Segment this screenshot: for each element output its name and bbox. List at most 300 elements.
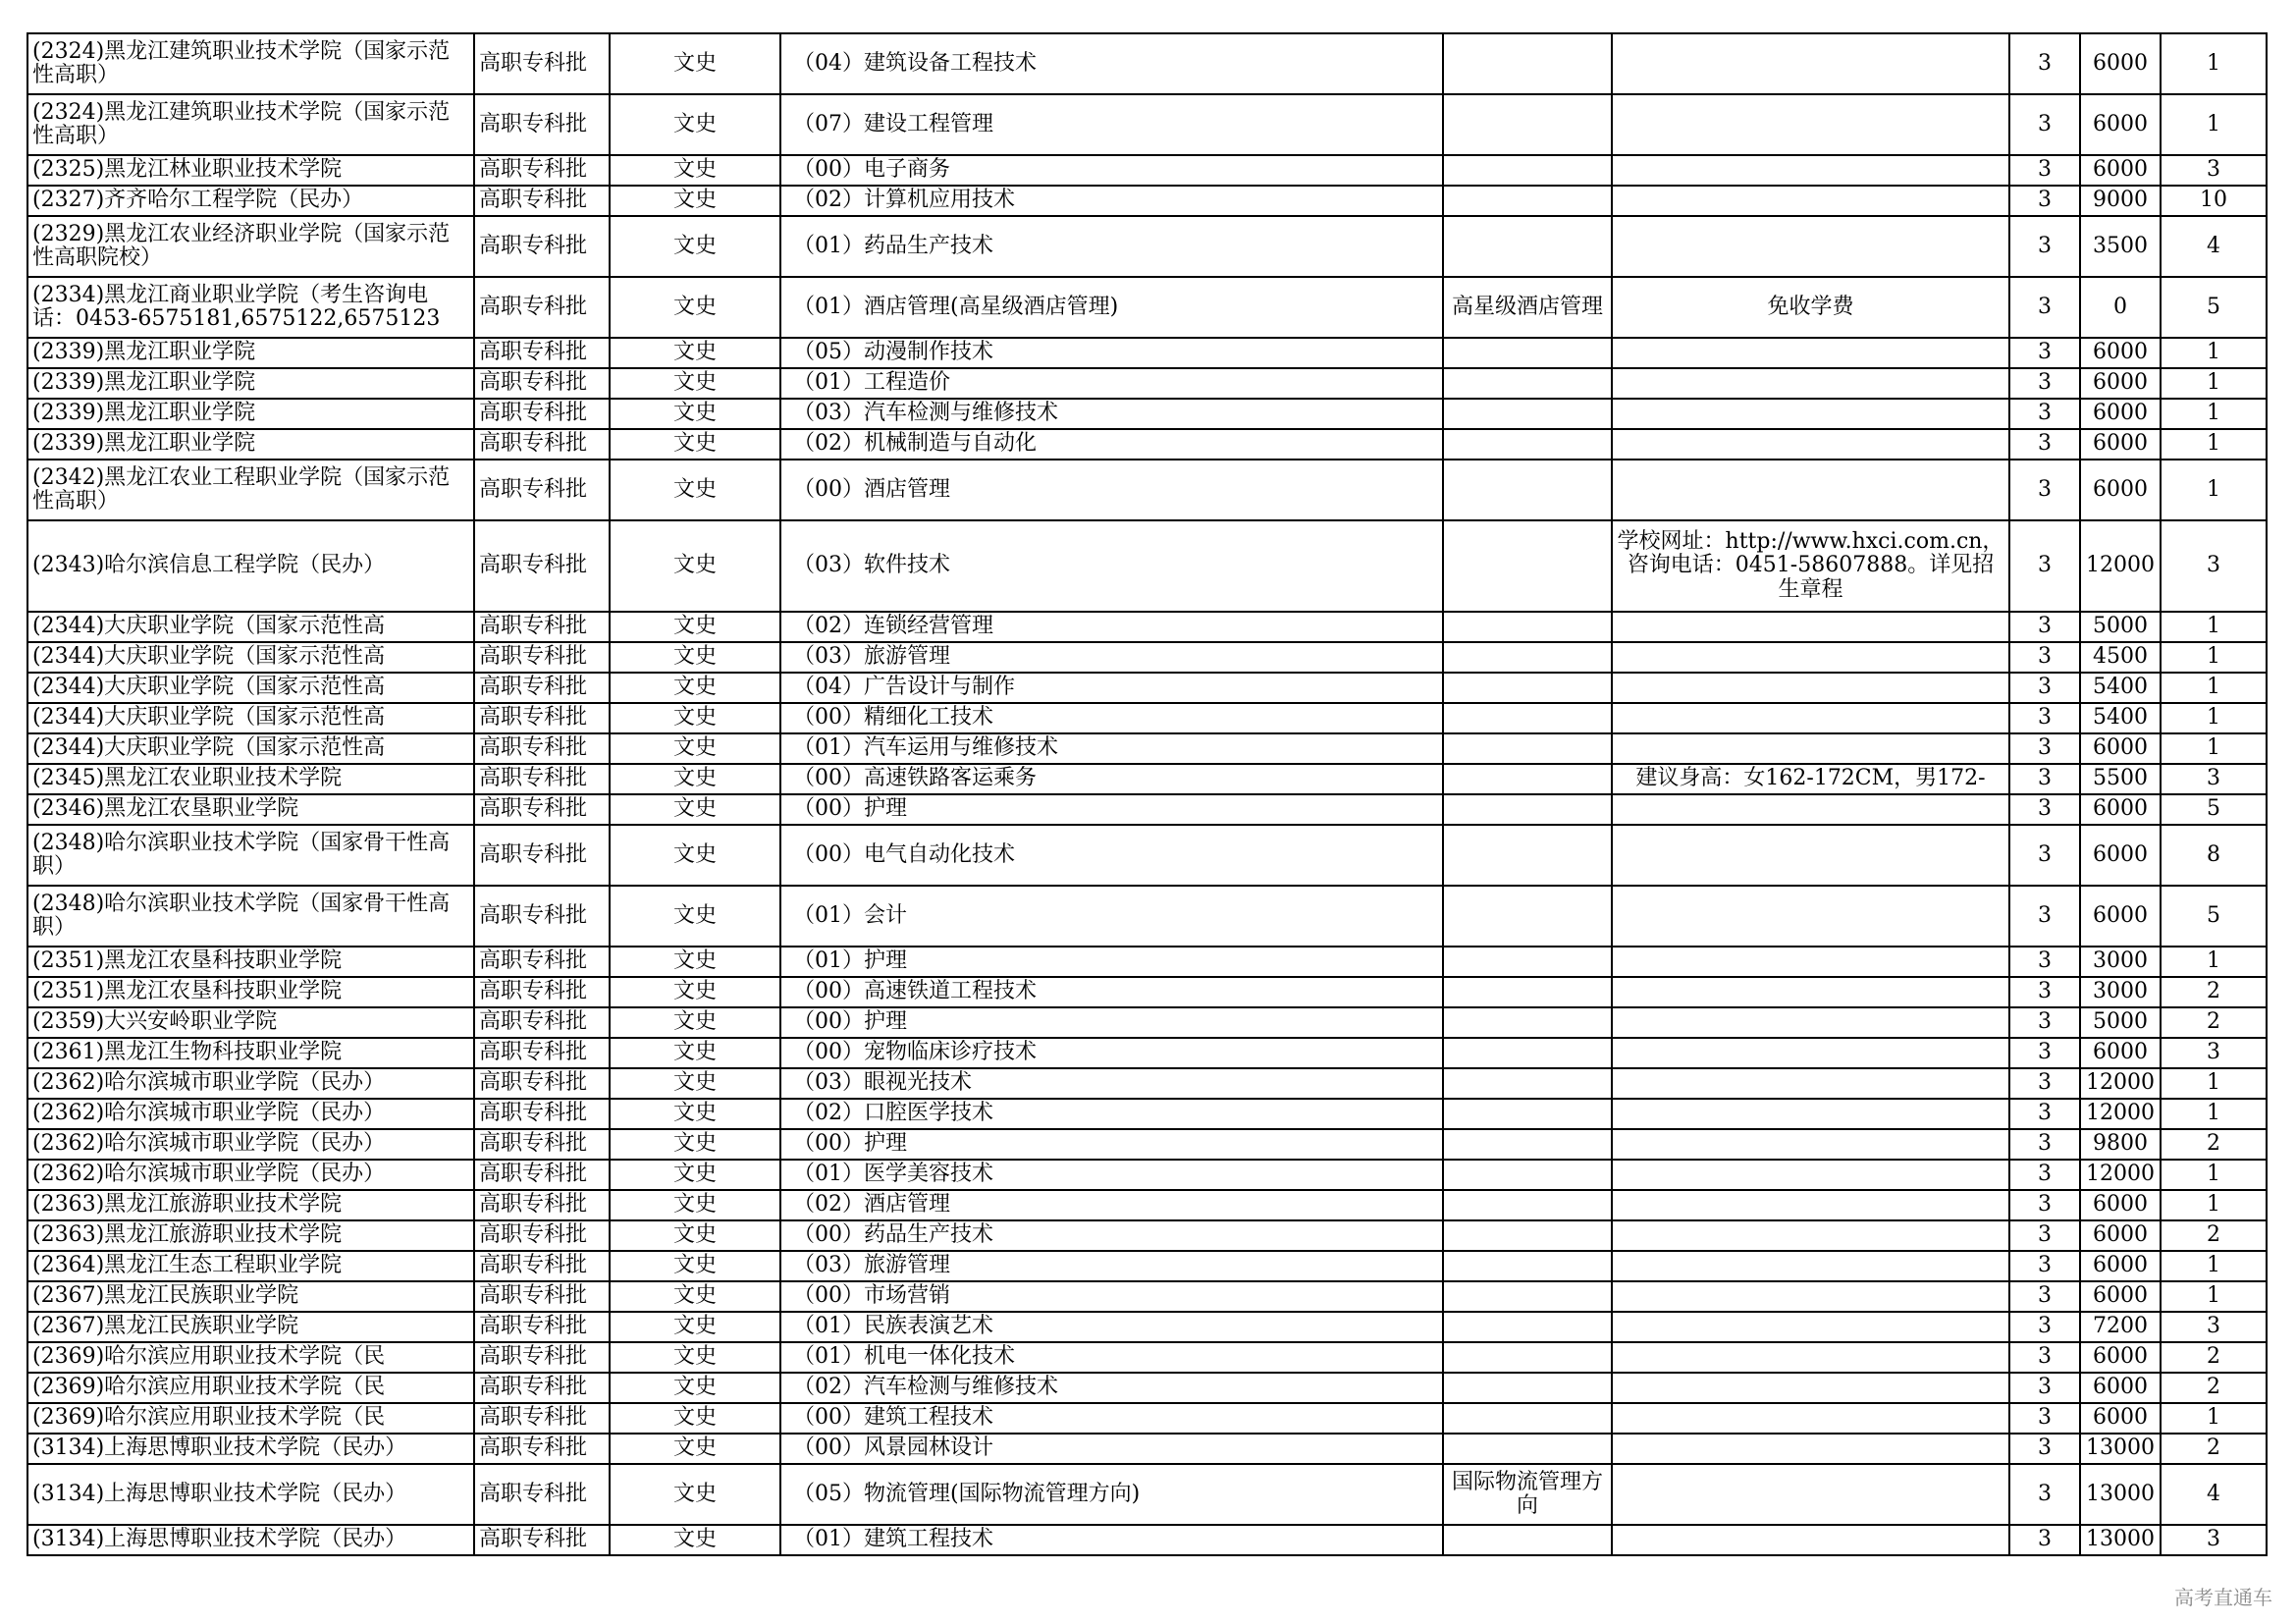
note-cell <box>1612 186 2009 216</box>
fee-cell: 6000 <box>2080 1403 2161 1434</box>
table-row <box>27 1281 2267 1312</box>
subject-cell: 文史 <box>610 277 780 338</box>
direction-cell <box>1443 1312 1612 1342</box>
plan-cell: 1 <box>2161 460 2267 520</box>
table-row <box>27 1312 2267 1342</box>
school-cell: (2339)黑龙江职业学院 <box>27 399 474 429</box>
years-cell: 3 <box>2009 977 2080 1007</box>
fee-cell: 6000 <box>2080 1038 2161 1068</box>
batch-cell: 高职专科批 <box>474 703 610 733</box>
table-row <box>27 825 2267 886</box>
school-cell: (2343)哈尔滨信息工程学院（民办） <box>27 520 474 612</box>
batch-cell: 高职专科批 <box>474 886 610 947</box>
years-cell: 3 <box>2009 155 2080 186</box>
school-cell: (2342)黑龙江农业工程职业学院（国家示范性高职） <box>27 460 474 520</box>
batch-cell: 高职专科批 <box>474 338 610 368</box>
table-row <box>27 186 2267 216</box>
table-row <box>27 1342 2267 1373</box>
school-cell: (2367)黑龙江民族职业学院 <box>27 1281 474 1312</box>
batch-cell: 高职专科批 <box>474 1312 610 1342</box>
batch-cell: 高职专科批 <box>474 277 610 338</box>
direction-cell <box>1443 216 1612 277</box>
note-cell: 免收学费 <box>1612 277 2009 338</box>
school-cell: (2363)黑龙江旅游职业技术学院 <box>27 1190 474 1220</box>
batch-cell: 高职专科批 <box>474 1342 610 1373</box>
school-cell: (2344)大庆职业学院（国家示范性高 <box>27 642 474 673</box>
fee-cell: 9800 <box>2080 1129 2161 1160</box>
plan-cell: 2 <box>2161 1373 2267 1403</box>
table-row <box>27 1160 2267 1190</box>
fee-cell: 6000 <box>2080 1373 2161 1403</box>
direction-cell <box>1443 1342 1612 1373</box>
table-row <box>27 977 2267 1007</box>
batch-cell: 高职专科批 <box>474 1007 610 1038</box>
table-row <box>27 1038 2267 1068</box>
fee-cell: 12000 <box>2080 1068 2161 1099</box>
school-cell: (2324)黑龙江建筑职业技术学院（国家示范性高职） <box>27 94 474 155</box>
major-cell: （05）物流管理(国际物流管理方向) <box>780 1464 1443 1525</box>
subject-cell: 文史 <box>610 703 780 733</box>
years-cell: 3 <box>2009 1220 2080 1251</box>
batch-cell: 高职专科批 <box>474 612 610 642</box>
fee-cell: 6000 <box>2080 825 2161 886</box>
plan-cell: 3 <box>2161 520 2267 612</box>
batch-cell: 高职专科批 <box>474 399 610 429</box>
school-cell: (2351)黑龙江农垦科技职业学院 <box>27 977 474 1007</box>
direction-cell <box>1443 399 1612 429</box>
years-cell: 3 <box>2009 886 2080 947</box>
years-cell: 3 <box>2009 1373 2080 1403</box>
table-row <box>27 338 2267 368</box>
batch-cell: 高职专科批 <box>474 733 610 764</box>
fee-cell: 3500 <box>2080 216 2161 277</box>
years-cell: 3 <box>2009 642 2080 673</box>
direction-cell: 高星级酒店管理 <box>1443 277 1612 338</box>
direction-cell <box>1443 1160 1612 1190</box>
plan-cell: 5 <box>2161 794 2267 825</box>
direction-cell <box>1443 1007 1612 1038</box>
school-cell: (2367)黑龙江民族职业学院 <box>27 1312 474 1342</box>
major-cell: （00）电子商务 <box>780 155 1443 186</box>
years-cell: 3 <box>2009 1068 2080 1099</box>
school-cell: (2329)黑龙江农业经济职业学院（国家示范性高职院校） <box>27 216 474 277</box>
school-cell: (2344)大庆职业学院（国家示范性高 <box>27 703 474 733</box>
years-cell: 3 <box>2009 673 2080 703</box>
table-row <box>27 155 2267 186</box>
major-cell: （03）汽车检测与维修技术 <box>780 399 1443 429</box>
school-cell: (2362)哈尔滨城市职业学院（民办） <box>27 1129 474 1160</box>
school-cell: (3134)上海思博职业技术学院（民办） <box>27 1434 474 1464</box>
batch-cell: 高职专科批 <box>474 764 610 794</box>
major-cell: （05）动漫制作技术 <box>780 338 1443 368</box>
batch-cell: 高职专科批 <box>474 520 610 612</box>
plan-cell: 3 <box>2161 1525 2267 1555</box>
years-cell: 3 <box>2009 520 2080 612</box>
years-cell: 3 <box>2009 612 2080 642</box>
years-cell: 3 <box>2009 1007 2080 1038</box>
subject-cell: 文史 <box>610 977 780 1007</box>
major-cell: （02）计算机应用技术 <box>780 186 1443 216</box>
batch-cell: 高职专科批 <box>474 1525 610 1555</box>
years-cell: 3 <box>2009 1281 2080 1312</box>
note-cell <box>1612 947 2009 977</box>
note-cell <box>1612 1251 2009 1281</box>
plan-cell: 1 <box>2161 1099 2267 1129</box>
subject-cell: 文史 <box>610 1038 780 1068</box>
school-cell: (2361)黑龙江生物科技职业学院 <box>27 1038 474 1068</box>
major-cell: （02）口腔医学技术 <box>780 1099 1443 1129</box>
batch-cell: 高职专科批 <box>474 1068 610 1099</box>
batch-cell: 高职专科批 <box>474 1099 610 1129</box>
direction-cell <box>1443 429 1612 460</box>
major-cell: （03）软件技术 <box>780 520 1443 612</box>
fee-cell: 13000 <box>2080 1525 2161 1555</box>
subject-cell: 文史 <box>610 733 780 764</box>
batch-cell: 高职专科批 <box>474 1281 610 1312</box>
table-row <box>27 460 2267 520</box>
major-cell: （00）风景园林设计 <box>780 1434 1443 1464</box>
note-cell <box>1612 1160 2009 1190</box>
plan-cell: 1 <box>2161 399 2267 429</box>
direction-cell <box>1443 368 1612 399</box>
plan-cell: 1 <box>2161 1251 2267 1281</box>
note-cell <box>1612 977 2009 1007</box>
batch-cell: 高职专科批 <box>474 94 610 155</box>
years-cell: 3 <box>2009 1160 2080 1190</box>
major-cell: （04）广告设计与制作 <box>780 673 1443 703</box>
plan-cell: 3 <box>2161 155 2267 186</box>
major-cell: （00）护理 <box>780 1007 1443 1038</box>
note-cell <box>1612 429 2009 460</box>
note-cell <box>1612 673 2009 703</box>
years-cell: 3 <box>2009 368 2080 399</box>
subject-cell: 文史 <box>610 186 780 216</box>
major-cell: （00）高速铁路客运乘务 <box>780 764 1443 794</box>
direction-cell <box>1443 1068 1612 1099</box>
school-cell: (2327)齐齐哈尔工程学院（民办） <box>27 186 474 216</box>
table-row <box>27 642 2267 673</box>
fee-cell: 6000 <box>2080 733 2161 764</box>
fee-cell: 6000 <box>2080 399 2161 429</box>
plan-cell: 2 <box>2161 1129 2267 1160</box>
table-row <box>27 429 2267 460</box>
subject-cell: 文史 <box>610 368 780 399</box>
plan-cell: 2 <box>2161 977 2267 1007</box>
batch-cell: 高职专科批 <box>474 216 610 277</box>
plan-cell: 1 <box>2161 1281 2267 1312</box>
major-cell: （03）旅游管理 <box>780 1251 1443 1281</box>
school-cell: (2359)大兴安岭职业学院 <box>27 1007 474 1038</box>
plan-cell: 8 <box>2161 825 2267 886</box>
fee-cell: 6000 <box>2080 1220 2161 1251</box>
subject-cell: 文史 <box>610 673 780 703</box>
school-cell: (2344)大庆职业学院（国家示范性高 <box>27 612 474 642</box>
plan-cell: 1 <box>2161 1403 2267 1434</box>
years-cell: 3 <box>2009 94 2080 155</box>
direction-cell <box>1443 642 1612 673</box>
years-cell: 3 <box>2009 733 2080 764</box>
note-cell <box>1612 94 2009 155</box>
subject-cell: 文史 <box>610 1251 780 1281</box>
note-cell <box>1612 460 2009 520</box>
fee-cell: 6000 <box>2080 886 2161 947</box>
note-cell <box>1612 1464 2009 1525</box>
fee-cell: 5400 <box>2080 703 2161 733</box>
fee-cell: 13000 <box>2080 1434 2161 1464</box>
major-cell: （00）护理 <box>780 1129 1443 1160</box>
table-row <box>27 673 2267 703</box>
table-row <box>27 886 2267 947</box>
major-cell: （02）机械制造与自动化 <box>780 429 1443 460</box>
school-cell: (2348)哈尔滨职业技术学院（国家骨干性高职） <box>27 825 474 886</box>
major-cell: （01）汽车运用与维修技术 <box>780 733 1443 764</box>
direction-cell <box>1443 1251 1612 1281</box>
plan-cell: 5 <box>2161 886 2267 947</box>
batch-cell: 高职专科批 <box>474 1129 610 1160</box>
note-cell <box>1612 1129 2009 1160</box>
plan-cell: 1 <box>2161 947 2267 977</box>
table-row <box>27 1068 2267 1099</box>
plan-cell: 1 <box>2161 673 2267 703</box>
batch-cell: 高职专科批 <box>474 1220 610 1251</box>
note-cell <box>1612 794 2009 825</box>
direction-cell <box>1443 1373 1612 1403</box>
major-cell: （07）建设工程管理 <box>780 94 1443 155</box>
years-cell: 3 <box>2009 460 2080 520</box>
subject-cell: 文史 <box>610 825 780 886</box>
years-cell: 3 <box>2009 1342 2080 1373</box>
subject-cell: 文史 <box>610 1434 780 1464</box>
note-cell <box>1612 825 2009 886</box>
batch-cell: 高职专科批 <box>474 155 610 186</box>
table-row <box>27 1251 2267 1281</box>
batch-cell: 高职专科批 <box>474 368 610 399</box>
fee-cell: 6000 <box>2080 155 2161 186</box>
years-cell: 3 <box>2009 216 2080 277</box>
major-cell: （04）建筑设备工程技术 <box>780 33 1443 94</box>
subject-cell: 文史 <box>610 764 780 794</box>
batch-cell: 高职专科批 <box>474 33 610 94</box>
years-cell: 3 <box>2009 703 2080 733</box>
major-cell: （01）建筑工程技术 <box>780 1525 1443 1555</box>
table-row <box>27 520 2267 612</box>
years-cell: 3 <box>2009 1403 2080 1434</box>
fee-cell: 0 <box>2080 277 2161 338</box>
plan-cell: 3 <box>2161 1038 2267 1068</box>
note-cell <box>1612 1281 2009 1312</box>
plan-cell: 1 <box>2161 368 2267 399</box>
note-cell <box>1612 1312 2009 1342</box>
batch-cell: 高职专科批 <box>474 460 610 520</box>
note-cell <box>1612 1007 2009 1038</box>
subject-cell: 文史 <box>610 612 780 642</box>
years-cell: 3 <box>2009 1038 2080 1068</box>
plan-cell: 3 <box>2161 1312 2267 1342</box>
major-cell: （00）高速铁道工程技术 <box>780 977 1443 1007</box>
plan-cell: 1 <box>2161 94 2267 155</box>
plan-cell: 5 <box>2161 277 2267 338</box>
note-cell <box>1612 1434 2009 1464</box>
plan-cell: 1 <box>2161 612 2267 642</box>
plan-cell: 1 <box>2161 338 2267 368</box>
table-row <box>27 764 2267 794</box>
subject-cell: 文史 <box>610 1007 780 1038</box>
note-cell <box>1612 1099 2009 1129</box>
years-cell: 3 <box>2009 186 2080 216</box>
table-row <box>27 399 2267 429</box>
school-cell: (2363)黑龙江旅游职业技术学院 <box>27 1220 474 1251</box>
note-cell <box>1612 338 2009 368</box>
years-cell: 3 <box>2009 338 2080 368</box>
school-cell: (2344)大庆职业学院（国家示范性高 <box>27 733 474 764</box>
subject-cell: 文史 <box>610 429 780 460</box>
direction-cell <box>1443 1525 1612 1555</box>
years-cell: 3 <box>2009 825 2080 886</box>
subject-cell: 文史 <box>610 460 780 520</box>
batch-cell: 高职专科批 <box>474 1160 610 1190</box>
subject-cell: 文史 <box>610 1281 780 1312</box>
batch-cell: 高职专科批 <box>474 977 610 1007</box>
subject-cell: 文史 <box>610 642 780 673</box>
direction-cell <box>1443 338 1612 368</box>
school-cell: (3134)上海思博职业技术学院（民办） <box>27 1525 474 1555</box>
table-body <box>27 33 2267 1555</box>
major-cell: （01）工程造价 <box>780 368 1443 399</box>
fee-cell: 7200 <box>2080 1312 2161 1342</box>
subject-cell: 文史 <box>610 1342 780 1373</box>
note-cell <box>1612 886 2009 947</box>
admission-plan-table <box>27 32 2268 1556</box>
table-row <box>27 368 2267 399</box>
direction-cell <box>1443 947 1612 977</box>
school-cell: (2369)哈尔滨应用职业技术学院（民 <box>27 1403 474 1434</box>
school-cell: (3134)上海思博职业技术学院（民办） <box>27 1464 474 1525</box>
fee-cell: 6000 <box>2080 33 2161 94</box>
note-cell <box>1612 155 2009 186</box>
plan-cell: 1 <box>2161 733 2267 764</box>
batch-cell: 高职专科批 <box>474 673 610 703</box>
batch-cell: 高职专科批 <box>474 429 610 460</box>
direction-cell <box>1443 94 1612 155</box>
direction-cell <box>1443 1220 1612 1251</box>
subject-cell: 文史 <box>610 1068 780 1099</box>
subject-cell: 文史 <box>610 338 780 368</box>
subject-cell: 文史 <box>610 1190 780 1220</box>
school-cell: (2334)黑龙江商业职业学院（考生咨询电话：0453-6575181,6575122,6575123 <box>27 277 474 338</box>
fee-cell: 3000 <box>2080 977 2161 1007</box>
note-cell: 建议身高：女162-172CM，男172- <box>1612 764 2009 794</box>
note-cell <box>1612 1525 2009 1555</box>
plan-cell: 1 <box>2161 1190 2267 1220</box>
note-cell <box>1612 216 2009 277</box>
school-cell: (2362)哈尔滨城市职业学院（民办） <box>27 1068 474 1099</box>
fee-cell: 3000 <box>2080 947 2161 977</box>
note-cell <box>1612 1190 2009 1220</box>
batch-cell: 高职专科批 <box>474 1403 610 1434</box>
plan-cell: 2 <box>2161 1434 2267 1464</box>
batch-cell: 高职专科批 <box>474 1038 610 1068</box>
direction-cell <box>1443 186 1612 216</box>
subject-cell: 文史 <box>610 399 780 429</box>
plan-cell: 1 <box>2161 1068 2267 1099</box>
plan-cell: 4 <box>2161 1464 2267 1525</box>
fee-cell: 6000 <box>2080 1190 2161 1220</box>
table-row <box>27 1220 2267 1251</box>
direction-cell <box>1443 825 1612 886</box>
major-cell: （00）市场营销 <box>780 1281 1443 1312</box>
direction-cell <box>1443 977 1612 1007</box>
fee-cell: 12000 <box>2080 1099 2161 1129</box>
subject-cell: 文史 <box>610 216 780 277</box>
plan-cell: 2 <box>2161 1007 2267 1038</box>
subject-cell: 文史 <box>610 1312 780 1342</box>
major-cell: （00）电气自动化技术 <box>780 825 1443 886</box>
subject-cell: 文史 <box>610 947 780 977</box>
major-cell: （02）汽车检测与维修技术 <box>780 1373 1443 1403</box>
fee-cell: 6000 <box>2080 1281 2161 1312</box>
years-cell: 3 <box>2009 764 2080 794</box>
fee-cell: 12000 <box>2080 1160 2161 1190</box>
fee-cell: 4500 <box>2080 642 2161 673</box>
direction-cell <box>1443 673 1612 703</box>
years-cell: 3 <box>2009 1099 2080 1129</box>
note-cell <box>1612 642 2009 673</box>
school-cell: (2364)黑龙江生态工程职业学院 <box>27 1251 474 1281</box>
note-cell <box>1612 1403 2009 1434</box>
note-cell: 学校网址：http://www.hxci.com.cn，咨询电话：0451-58607888。详见招生章程 <box>1612 520 2009 612</box>
note-cell <box>1612 368 2009 399</box>
table-row <box>27 612 2267 642</box>
table-row <box>27 733 2267 764</box>
batch-cell: 高职专科批 <box>474 947 610 977</box>
fee-cell: 5000 <box>2080 612 2161 642</box>
batch-cell: 高职专科批 <box>474 1373 610 1403</box>
major-cell: （00）宠物临床诊疗技术 <box>780 1038 1443 1068</box>
school-cell: (2345)黑龙江农业职业技术学院 <box>27 764 474 794</box>
plan-cell: 4 <box>2161 216 2267 277</box>
batch-cell: 高职专科批 <box>474 1434 610 1464</box>
years-cell: 3 <box>2009 1312 2080 1342</box>
major-cell: （02）连锁经营管理 <box>780 612 1443 642</box>
fee-cell: 5000 <box>2080 1007 2161 1038</box>
fee-cell: 5400 <box>2080 673 2161 703</box>
direction-cell <box>1443 733 1612 764</box>
school-cell: (2369)哈尔滨应用职业技术学院（民 <box>27 1342 474 1373</box>
fee-cell: 12000 <box>2080 520 2161 612</box>
school-cell: (2346)黑龙江农垦职业学院 <box>27 794 474 825</box>
major-cell: （01）护理 <box>780 947 1443 977</box>
subject-cell: 文史 <box>610 1525 780 1555</box>
years-cell: 3 <box>2009 277 2080 338</box>
table-row <box>27 1373 2267 1403</box>
note-cell <box>1612 703 2009 733</box>
table-row <box>27 94 2267 155</box>
fee-cell: 6000 <box>2080 94 2161 155</box>
major-cell: （01）药品生产技术 <box>780 216 1443 277</box>
subject-cell: 文史 <box>610 1160 780 1190</box>
school-cell: (2369)哈尔滨应用职业技术学院（民 <box>27 1373 474 1403</box>
fee-cell: 6000 <box>2080 794 2161 825</box>
table-row <box>27 1525 2267 1555</box>
subject-cell: 文史 <box>610 1220 780 1251</box>
subject-cell: 文史 <box>610 1464 780 1525</box>
subject-cell: 文史 <box>610 94 780 155</box>
direction-cell <box>1443 794 1612 825</box>
note-cell <box>1612 1068 2009 1099</box>
plan-cell: 10 <box>2161 186 2267 216</box>
subject-cell: 文史 <box>610 155 780 186</box>
fee-cell: 6000 <box>2080 1342 2161 1373</box>
